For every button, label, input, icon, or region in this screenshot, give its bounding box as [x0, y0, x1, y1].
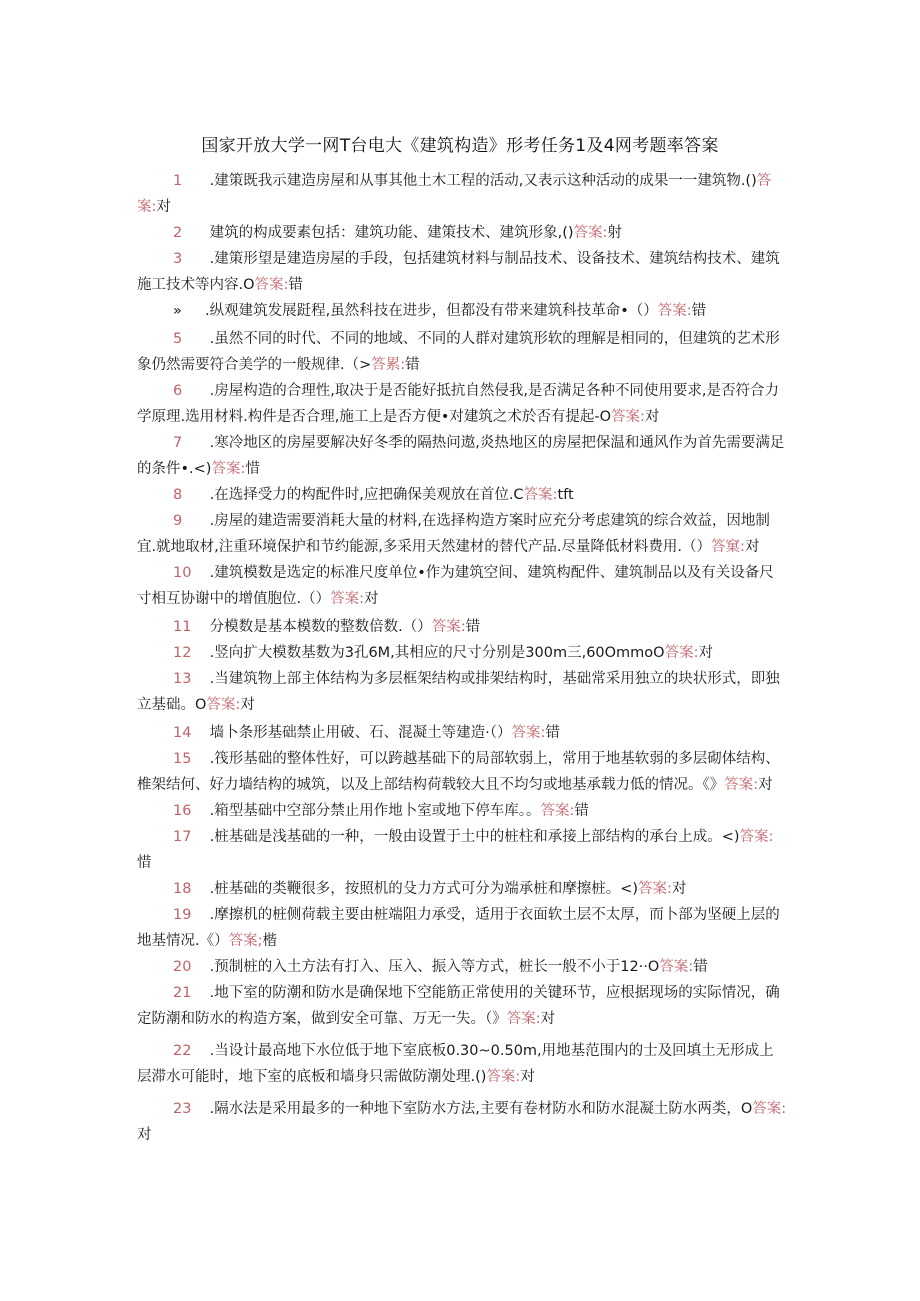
answer-label: 答案: — [540, 803, 575, 819]
question-item — [137, 980, 787, 1032]
answer-label: 答案: — [211, 461, 246, 477]
question-item — [137, 876, 787, 902]
question-number: 21 — [173, 985, 192, 1001]
answer-label: 答案: — [611, 409, 645, 425]
question-item — [137, 798, 787, 824]
question-item — [137, 430, 787, 482]
question-text: 墙卜条形基础禁止用破、石、混凝土等建造·（） — [205, 725, 512, 741]
question-item — [137, 482, 787, 508]
question-number: 9 — [173, 513, 183, 529]
answer-label: 答案: — [486, 1069, 521, 1085]
question-number: 22 — [173, 1043, 192, 1059]
question-text: .纵观建筑发展跹程,虽然科技在进步，但都没有带来建筑科技革命•（） — [205, 303, 658, 319]
question-text: .建筑模数是选定的标准尺度单位•作为建筑空间、建筑构配件、建筑制品以及有关设备尺寸相互协谢中的增值胞位.（） — [137, 565, 774, 607]
answer-value: 错 — [288, 277, 303, 293]
answer-value: 对 — [240, 697, 255, 713]
answer-value: 错 — [405, 357, 420, 373]
question-number: 13 — [173, 671, 192, 687]
question-text: .虽然不同的时代、不同的地域、不同的人群对建筑形软的理解是相同的，但建筑的艺术形象仍然需要符合美学的一般规律.（> — [137, 331, 780, 373]
question-text: .摩擦机的桩侧荷载主要由桩端阻力承受，适用于衣面软土层不太厚，而卜部为坚硬上层的地基情况.《） — [137, 907, 780, 949]
answer-value: 楷 — [262, 933, 277, 949]
question-item — [137, 824, 787, 876]
question-text: 分模数是基本模数的整数倍数.（） — [205, 619, 432, 635]
answer-value: 惜 — [137, 855, 152, 871]
question-item — [137, 1038, 787, 1090]
question-number: 12 — [173, 645, 192, 661]
question-text: 建筑的构成要素包括：建筑功能、建策技术、建筑形象,() — [205, 225, 574, 241]
question-item — [137, 220, 787, 246]
answer-value: 对 — [137, 1127, 152, 1143]
answer-label: 答案: — [254, 277, 289, 293]
question-number: 5 — [173, 331, 183, 347]
question-text: .隔水法是采用最多的一种地下室防水方法,主要有卷材防水和防水混凝土防水两类，O — [205, 1101, 753, 1117]
question-number: » — [173, 303, 182, 319]
answer-value: 对 — [758, 777, 773, 793]
answer-value: tft — [557, 487, 574, 503]
answer-value: 对 — [540, 1011, 556, 1027]
answer-label: 答案: — [638, 881, 672, 897]
question-item — [137, 168, 787, 220]
question-number: 6 — [173, 383, 183, 399]
answer-value: 对 — [520, 1069, 535, 1085]
question-number: 1 — [173, 173, 183, 189]
question-text: .建策形望是建造房屋的手段，包括建筑材料与制品技术、设备技术、建筑结构技术、建筑施工技术等内容.O — [137, 251, 780, 293]
question-number: 8 — [173, 487, 183, 503]
question-text: .箱型基础中空部分禁止用作地卜室或地下停车库。。 — [205, 803, 541, 819]
question-item — [137, 746, 787, 798]
question-item — [137, 902, 787, 954]
question-number: 11 — [173, 619, 192, 635]
question-number: 16 — [173, 803, 192, 819]
question-number: 3 — [173, 251, 183, 267]
answer-value: 错 — [574, 803, 589, 819]
question-text: .在选择受力的构配件时,应把确保美观放在首位.C — [205, 487, 524, 503]
question-item — [137, 508, 787, 560]
question-item — [137, 614, 787, 640]
answer-value: 惜 — [245, 461, 260, 477]
answer-value: 错 — [691, 303, 707, 319]
answer-value: 对 — [671, 881, 687, 897]
answer-label: 答案: — [739, 829, 774, 845]
answer-label: 答案: — [206, 697, 241, 713]
question-text: .当设计最高地下水位低于地下室底板0.30~0.50m,用地基范围内的士及回填土无形成上层滞水可能时，地下室的底板和墙身只需做防潮处理.() — [137, 1043, 774, 1085]
question-item — [137, 720, 787, 746]
question-text: .房屋构造的合理性,取决于是否能好抵抗自然侵我,是否满足各种不同使用要求,是否符合力学原理.选用材料.构件是否合理,施工上是否方便•对建筑之术於否有提起-O — [137, 383, 780, 425]
answer-label: 答案: — [752, 1101, 787, 1117]
question-number: 7 — [173, 435, 183, 451]
answer-label: 答案: — [664, 645, 699, 661]
question-number: 10 — [173, 565, 192, 581]
question-number: 19 — [173, 907, 192, 923]
document-title: 国家开放大学一网T台电大《建筑构造》形考任务1及4网考题率答案 — [201, 136, 719, 156]
question-item — [137, 326, 787, 378]
answer-value: 对 — [744, 539, 760, 555]
question-text: .房屋的建造需要消耗大量的材料,在选择构造方案时应充分考虑建筑的综合效益，因地制宜.就地取材,注重环境保护和节约能源,多采用天然建材的替代产品.尽量降低材料费用.（） — [137, 513, 770, 555]
question-text: .建策既我示建造房屋和从事其他土木工程的活动,又表示这种活动的成果一一建筑物.() — [205, 173, 757, 189]
answer-value: 对 — [364, 591, 379, 607]
question-item — [137, 666, 787, 718]
answer-label: 答案: — [573, 225, 608, 241]
question-number: 18 — [173, 881, 192, 897]
answer-value: 错 — [693, 959, 708, 975]
question-number: 20 — [173, 959, 192, 975]
question-text: .预制桩的入土方法有打入、压入、振入等方式，桩长一般不小于12··O — [205, 959, 660, 975]
question-text: .当建筑物上部主体结构为多层框架结构或排架结构时，基础常采用独立的块状形式，即独立基础。O — [137, 671, 780, 713]
answer-value: 射 — [607, 225, 622, 241]
question-item — [137, 378, 787, 430]
answer-value: 错 — [465, 619, 481, 635]
question-text: .地下室的防潮和防水是确保地下空能筋正常使用的关键环节，应根据现场的实际情况，确定防潮和防水的构造方案，做到安全可靠、万无一失。（》 — [137, 985, 780, 1027]
answer-value: 对 — [156, 199, 171, 215]
answer-label: 答窠: — [711, 539, 745, 555]
question-item — [137, 1096, 787, 1148]
answer-value: 对 — [698, 645, 713, 661]
answer-label: 答案: — [511, 725, 546, 741]
question-text: .筏形基础的整体性好，可以跨越基础下的局部软弱上，常用于地基软弱的多层砌体结构、椎架结何、好力墙结构的城筑，以及上部结构荷载较大且不均匀或地基承载力低的情况。《》 — [137, 751, 780, 793]
answer-label: 答案: — [431, 619, 466, 635]
question-text: .竖向扩大模数基数为3孔6M,其相应的尺寸分别是300m三,60OmmoO — [205, 645, 665, 661]
answer-value: 对 — [644, 409, 660, 425]
question-item — [137, 640, 787, 666]
answer-label: 答案: — [330, 591, 364, 607]
question-item — [137, 298, 787, 324]
question-text: .桩基础的类鞭很多，按照机的殳力方式可分为端承桩和摩擦桩。<) — [205, 881, 639, 897]
question-number: 15 — [173, 751, 192, 767]
answer-value: 错 — [545, 725, 560, 741]
question-text: .寒冷地区的房屋要解决好冬季的隔热问遨,炎热地区的房屋把保温和通风作为首先需要满足的条件•.<) — [137, 435, 785, 477]
answer-label: 答案: — [137, 173, 772, 215]
question-item — [137, 954, 787, 980]
question-item — [137, 560, 787, 612]
question-item — [137, 246, 787, 298]
question-number: 2 — [173, 225, 183, 241]
answer-label: 答案: — [506, 1011, 541, 1027]
question-list — [137, 168, 787, 1148]
answer-label: 答案; — [228, 933, 263, 949]
question-number: 17 — [173, 829, 192, 845]
question-text: .桩基础是浅基础的一种，一般由设置于土中的桩柱和承接上部结构的承台上成。<) — [205, 829, 740, 845]
answer-label: 答案: — [659, 959, 694, 975]
question-number: 23 — [173, 1101, 192, 1117]
answer-label: 答案: — [657, 303, 692, 319]
answer-label: 答案: — [724, 777, 759, 793]
answer-label: 答案: — [523, 487, 558, 503]
question-number: 14 — [173, 725, 192, 741]
answer-label: 答累: — [371, 357, 406, 373]
